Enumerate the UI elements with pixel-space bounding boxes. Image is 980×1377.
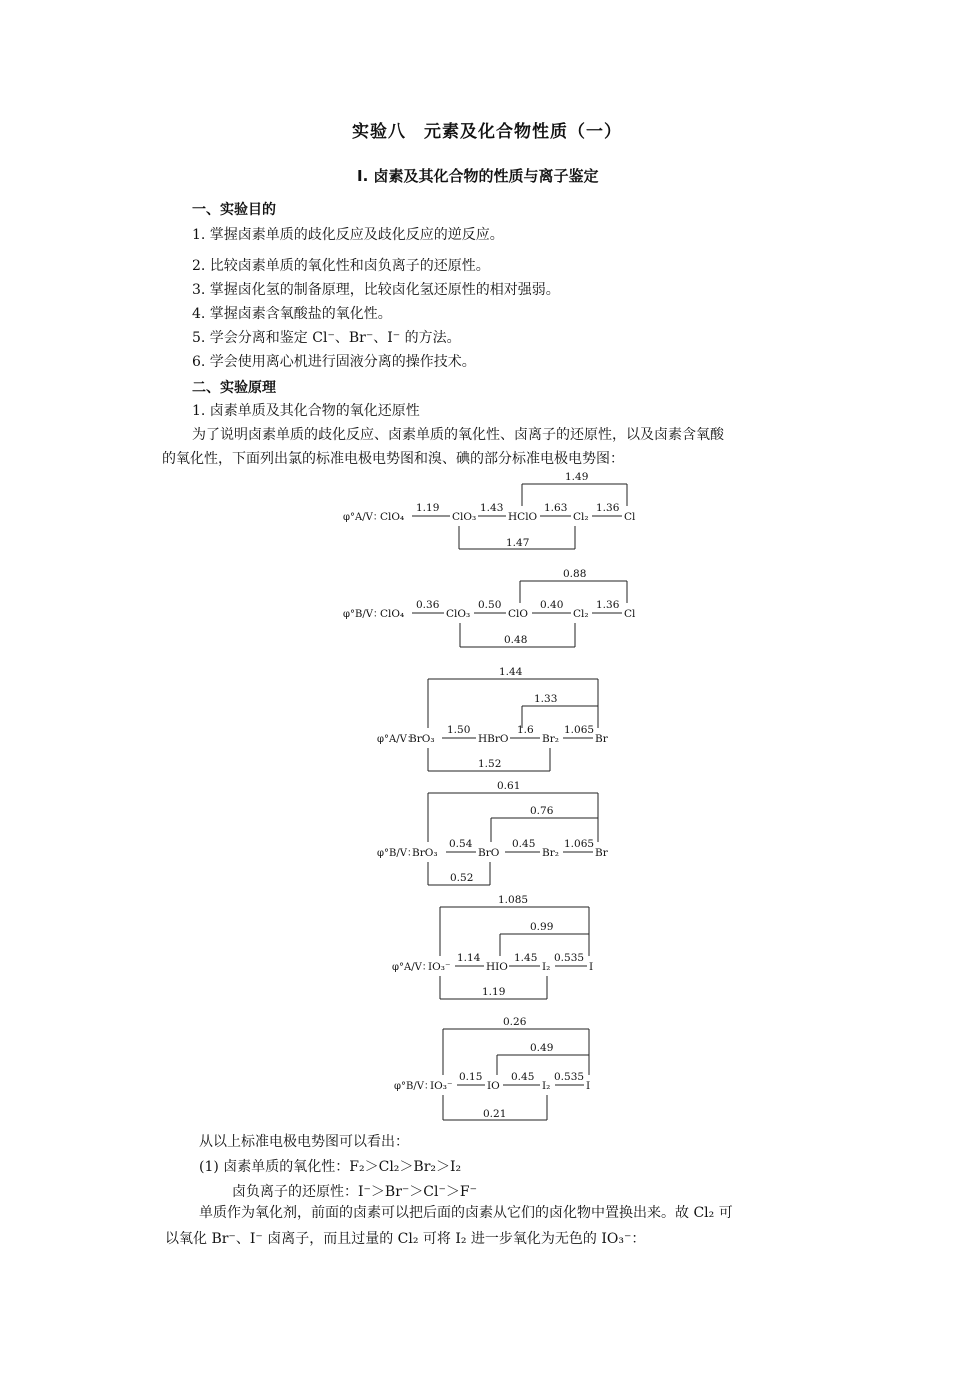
step-value: 0.54 [449,838,473,850]
intro-paragraph-line: 的氧化性，下面列出氯的标准电极电势图和溴、碘的部分标准电极电势图： [162,451,624,467]
species: ClO [508,608,529,620]
diagram-label: φ°B/V： [377,848,417,859]
step-value: 0.535 [554,1071,585,1083]
page-title: 实验八 元素及化合物性质（一） [352,122,622,142]
species: IO₃⁻ [430,1080,453,1092]
species: HClO [508,511,538,523]
conclusion-paragraph-line: 以氧化 Br⁻、I⁻ 卤离子，而且过量的 Cl₂ 可将 I₂ 进一步氧化为无色的 IO₃⁻： [165,1231,646,1247]
diagram-label: φ°B/V： [343,609,383,620]
top-outer-value: 0.61 [497,780,521,792]
step-value: 0.535 [554,952,585,964]
intro-paragraph-line: 为了说明卤素单质的歧化反应、卤素单质的氧化性、卤离子的还原性，以及卤素含氧酸 [192,427,724,443]
top-inner-value: 1.33 [534,693,558,705]
step-value: 1.065 [564,724,595,736]
step-value: 1.45 [514,952,538,964]
step-value: 1.36 [596,502,620,514]
species: Cl₂ [573,608,589,620]
subsection-heading: 1. 卤素单质及其化合物的氧化还原性 [192,403,420,419]
species: ClO₃ [446,608,471,620]
step-value: 1.19 [416,502,440,514]
bottom-value: 1.52 [478,758,502,770]
step-value: 1.065 [564,838,595,850]
species: IO₃⁻ [428,961,451,973]
species: HBrO [478,733,509,745]
step-value: 0.15 [459,1071,483,1083]
step-value: 0.36 [416,599,440,611]
objective-item: 1. 掌握卤素单质的歧化反应及歧化反应的逆反应。 [192,227,504,243]
step-value: 1.43 [480,502,504,514]
species: ClO₃ [452,511,477,523]
top-outer-value: 0.26 [503,1016,527,1028]
bottom-value: 0.52 [450,872,474,884]
step-value: 0.40 [540,599,564,611]
conclusion-point: (1) 卤素单质的氧化性：F₂＞Cl₂＞Br₂＞I₂ [199,1159,462,1175]
section-subtitle: Ⅰ. 卤素及其化合物的性质与离子鉴定 [357,167,599,185]
bottom-value: 1.19 [482,986,506,998]
diagram-label: φ°B/V： [394,1081,434,1092]
conclusion-point: 卤负离子的还原性：I⁻＞Br⁻＞Cl⁻＞F⁻ [232,1184,477,1200]
objective-item: 3. 掌握卤化氢的制备原理，比较卤化氢还原性的相对强弱。 [192,282,560,298]
species: BrO₃ [409,733,435,745]
conclusion-paragraph-line: 单质作为氧化剂，前面的卤素可以把后面的卤素从它们的卤化物中置换出来。故 Cl₂ 可 [199,1205,733,1221]
top-value: 1.49 [565,471,589,483]
species: Br [595,847,608,859]
section-heading-objectives: 一、实验目的 [192,202,276,218]
diagram-label: φ°A/V： [392,962,432,973]
top-inner-value: 0.76 [530,805,554,817]
species: I [589,961,594,973]
objective-item: 5. 学会分离和鉴定 Cl⁻、Br⁻、I⁻ 的方法。 [192,330,461,346]
diagram-label: φ°A/V： [343,512,383,523]
species: HIO [486,961,508,973]
step-value: 1.14 [457,952,481,964]
species: Br₂ [542,733,559,745]
step-value: 1.50 [447,724,471,736]
species: Cl [624,608,636,620]
section-heading-principles: 二、实验原理 [192,380,276,396]
species: Cl [624,511,636,523]
species: I [586,1080,591,1092]
species: IO [487,1080,500,1092]
top-inner-value: 0.99 [530,921,554,933]
objective-item: 4. 掌握卤素含氧酸盐的氧化性。 [192,306,392,322]
objective-item: 2. 比较卤素单质的氧化性和卤负离子的还原性。 [192,258,490,274]
species: BrO₃ [412,847,438,859]
species: BrO [478,847,500,859]
step-value: 1.63 [544,502,568,514]
bottom-value: 0.21 [483,1108,507,1120]
top-outer-value: 1.44 [499,666,523,678]
species: Br₂ [542,847,559,859]
conclusion-lead: 从以上标准电极电势图可以看出： [199,1134,409,1150]
species: ClO₄ [380,608,405,620]
bottom-value: 0.48 [504,634,528,646]
top-value: 0.88 [563,568,587,580]
species: I₂ [542,961,551,973]
species: Br [595,733,608,745]
top-inner-value: 0.49 [530,1042,554,1054]
species: Cl₂ [573,511,589,523]
top-outer-value: 1.085 [498,894,529,906]
step-value: 0.45 [511,1071,535,1083]
step-value: 1.36 [596,599,620,611]
step-value: 1.6 [517,724,534,736]
step-value: 0.50 [478,599,502,611]
step-value: 0.45 [512,838,536,850]
bottom-value: 1.47 [506,537,530,549]
objective-item: 6. 学会使用离心机进行固液分离的操作技术。 [192,354,476,370]
species: ClO₄ [380,511,405,523]
species: I₂ [542,1080,551,1092]
diagram-label: φ°A/V： [377,734,417,745]
